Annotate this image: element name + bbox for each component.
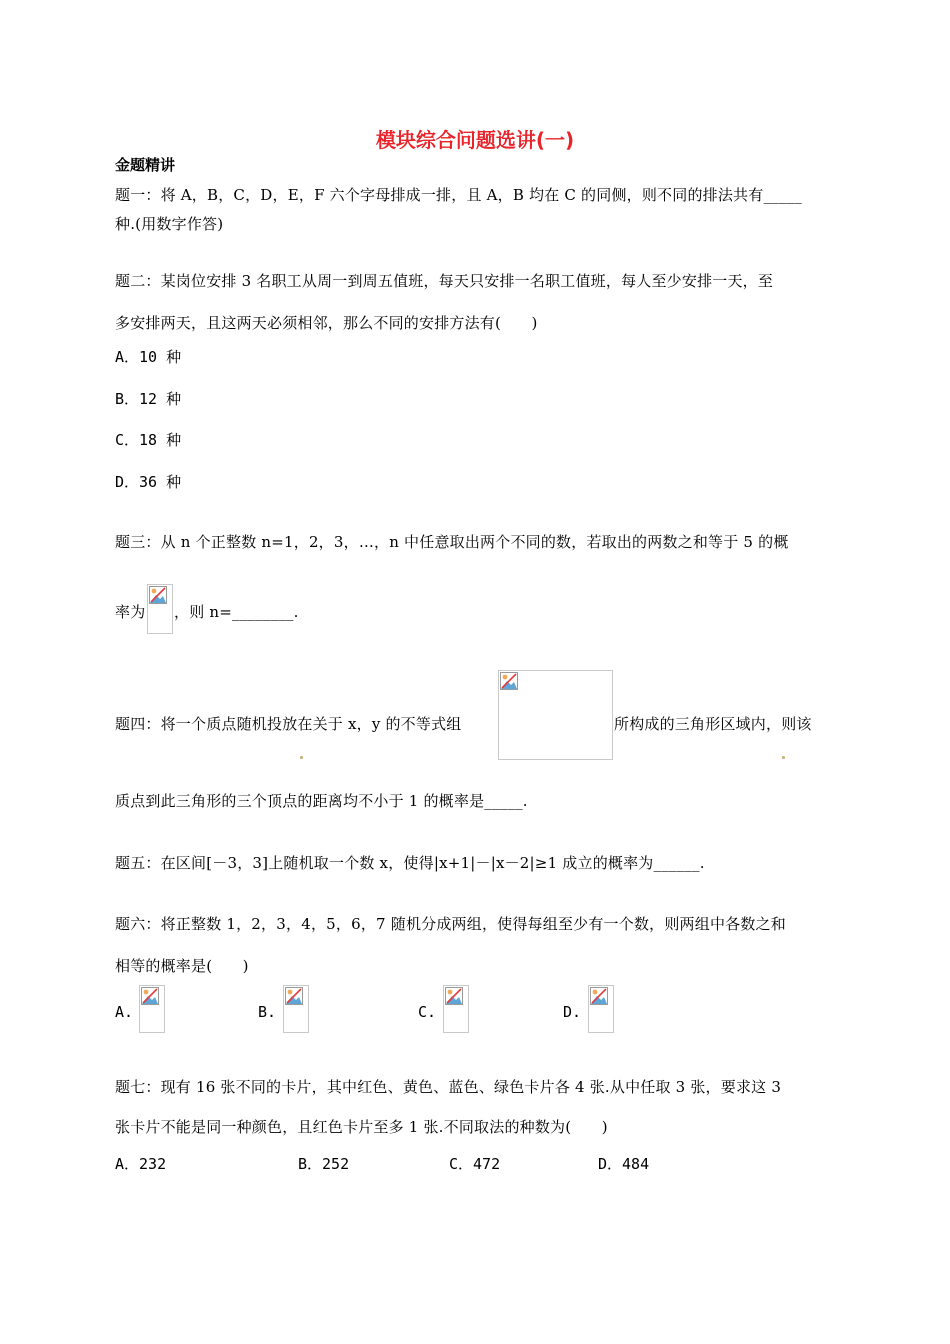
- q7-line1: 题七：现有 16 张不同的卡片，其中红色、黄色、蓝色、绿色卡片各 4 张.从中任取 3 张，要求这 3: [115, 1078, 782, 1096]
- q6-line2: 相等的概率是( ): [115, 957, 249, 975]
- artifact-dot: [782, 756, 785, 759]
- broken-image-icon: [285, 987, 303, 1005]
- q6-option-a-image: [139, 985, 165, 1033]
- q5-line1: 题五：在区间[－3，3]上随机取一个数 x，使得|x+1|－|x－2|≥1 成立的概率为______.: [115, 854, 705, 872]
- artifact-dot: [300, 756, 303, 759]
- q6-option-c-label: C.: [418, 1003, 437, 1021]
- q6-option-a-label: A.: [115, 1003, 134, 1021]
- q3-line2-prefix: 率为: [115, 603, 146, 621]
- q7-option-d: D．484: [598, 1155, 650, 1173]
- q6-option-d-image: [588, 985, 614, 1033]
- q2-option-d: D．36 种: [115, 473, 182, 491]
- broken-image-icon: [590, 987, 608, 1005]
- section-heading: 金题精讲: [115, 156, 176, 174]
- q6-line1: 题六：将正整数 1，2，3，4，5，6，7 随机分成两组，使得每组至少有一个数，则两组中各数之和: [115, 915, 786, 933]
- q2-option-a: A．10 种: [115, 348, 182, 366]
- q6-option-b-image: [283, 985, 309, 1033]
- q1-line2: 种.(用数字作答): [115, 215, 224, 233]
- q2-line1: 题二：某岗位安排 3 名职工从周一到周五值班，每天只安排一名职工值班，每人至少安排一天，至: [115, 272, 774, 290]
- q4-inequality-image: [498, 670, 613, 760]
- q7-option-b: B．252: [298, 1155, 350, 1173]
- q6-option-d-label: D.: [563, 1003, 582, 1021]
- q4-line1-suffix: 所构成的三角形区域内，则该: [614, 715, 812, 733]
- q7-option-c: C．472: [449, 1155, 501, 1173]
- broken-image-icon: [500, 672, 518, 690]
- q3-line1: 题三：从 n 个正整数 n=1，2，3，…，n 中任意取出两个不同的数，若取出的两数之和等于 5 的概: [115, 533, 789, 551]
- q4-line1-prefix: 题四：将一个质点随机投放在关于 x，y 的不等式组: [115, 715, 462, 733]
- q1-line1: 题一：将 A，B，C，D，E，F 六个字母排成一排，且 A，B 均在 C 的同侧，则不同的排法共有_____: [115, 186, 802, 204]
- q2-line2: 多安排两天，且这两天必须相邻，那么不同的安排方法有( ): [115, 314, 538, 332]
- q2-option-c: C．18 种: [115, 431, 182, 449]
- q6-option-b-label: B.: [258, 1003, 277, 1021]
- q3-line2-suffix: ，则 n=________.: [174, 603, 299, 621]
- page-title: 模块综合问题选讲(一): [375, 128, 575, 152]
- q7-line2: 张卡片不能是同一种颜色，且红色卡片至多 1 张.不同取法的种数为( ): [115, 1118, 608, 1136]
- q7-option-a: A．232: [115, 1155, 167, 1173]
- q6-option-c-image: [443, 985, 469, 1033]
- q3-fraction-image: [147, 584, 173, 634]
- broken-image-icon: [445, 987, 463, 1005]
- q2-option-b: B．12 种: [115, 390, 182, 408]
- q4-line2: 质点到此三角形的三个顶点的距离均不小于 1 的概率是_____.: [115, 792, 528, 810]
- broken-image-icon: [149, 586, 167, 604]
- broken-image-icon: [141, 987, 159, 1005]
